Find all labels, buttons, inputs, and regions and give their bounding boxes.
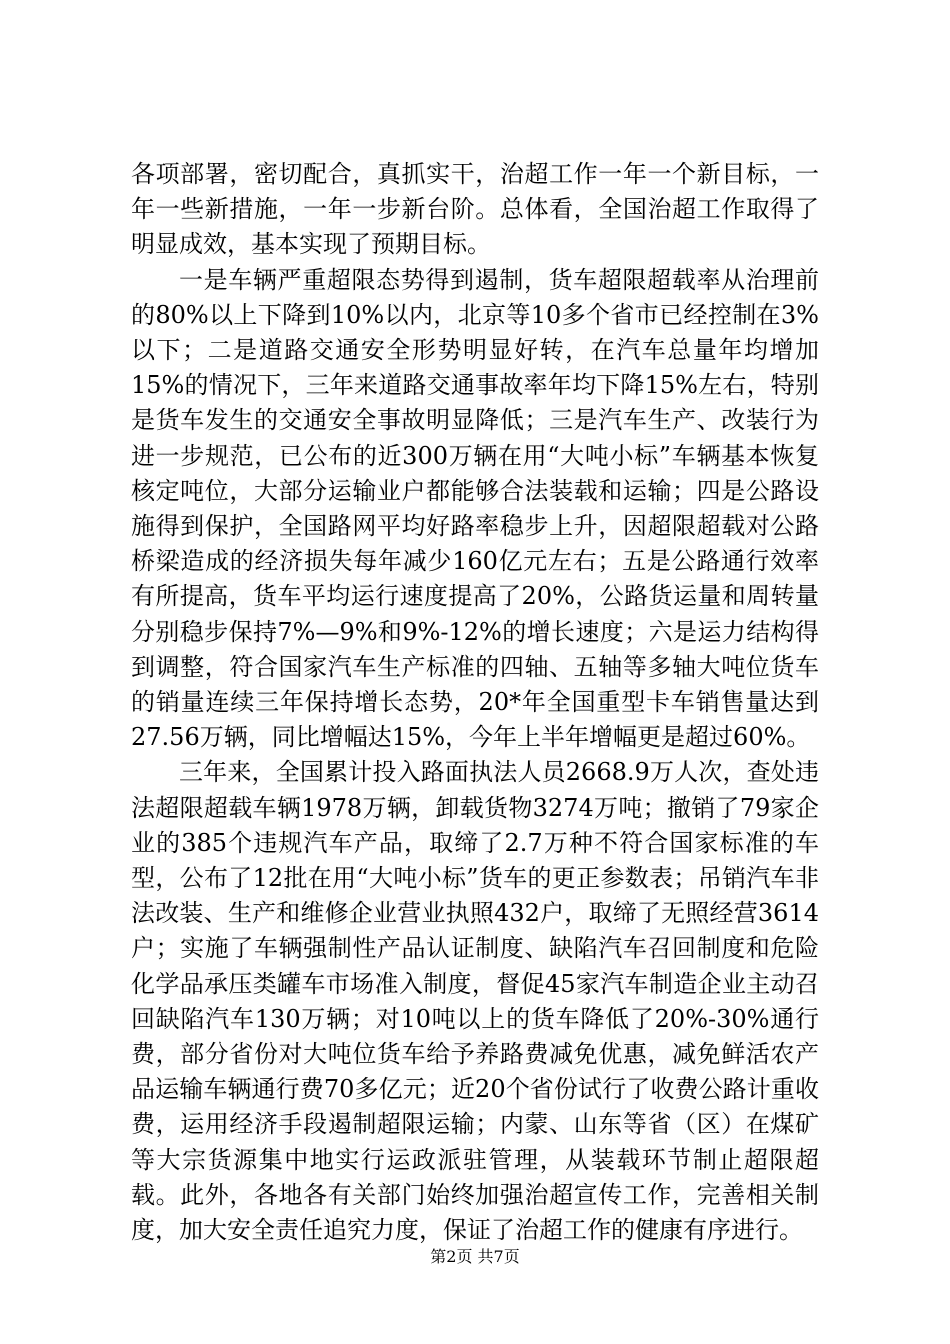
page-number-footer: 第2页 共7页 [430, 1247, 520, 1266]
document-body [131, 157, 819, 1248]
paragraph-achievements: 一是车辆严重超限态势得到遏制，货车超限超载率从治理前的80%以上下降到10%以内，北京等10多个省市已经控制在3%以下；二是道路交通安全形势明显好转，在汽车总量年均增加15%的情况下，三年来道路交通事故率年均下降15%左右，特别是货车发生的交通安全事故明显降低；三是汽车生产、改装行为进一步规范，已公布的近300万辆在用“大吨小标”车辆基本恢复核定吨位，大部分运输业户都能够合法装载和运输；四是公路设施得到保护，全国路网平均好路率稳步上升，因超限超载对公路桥梁造成的经济损失每年减少160亿元左右；五是公路通行效率有所提高，货车平均运行速度提高了20%，公路货运量和周转量分别稳步保持7%—9%和9%-12%的增长速度；六是运力结构得到调整，符合国家汽车生产标准的四轴、五轴等多轴大吨位货车的销量连续三年保持增长态势，20*年全国重型卡车销售量达到27.56万辆，同比增幅达15%，今年上半年增幅更是超过60%。 [131, 265, 819, 752]
paragraph-continuation: 各项部署，密切配合，真抓实干，治超工作一年一个新目标，一年一些新措施，一年一步新台阶。总体看，全国治超工作取得了明显成效，基本实现了预期目标。 [131, 160, 819, 259]
paragraph-enforcement: 三年来，全国累计投入路面执法人员2668.9万人次，查处违法超限超载车辆1978万辆，卸载货物3274万吨；撤销了79家企业的385个违规汽车产品，取缔了2.7万种不符合国家标准的车型，公布了12批在用“大吨小标”货车的更正参数表；吊销汽车非法改装、生产和维修企业营业执照432户，取缔了无照经营3614户；实施了车辆强制性产品认证制度、缺陷汽车召回制度和危险化学品承压类罐车市场准入制度，督促45家汽车制造企业主动召回缺陷汽车130万辆；对10吨以上的货车降低了20%-30%通行费，部分省份对大吨位货车给予养路费减免优惠，减免鲜活农产品运输车辆通行费70多亿元；近20个省份试行了收费公路计重收费，运用经济手段遏制超限运输；内蒙、山东等省（区）在煤矿等大宗货源集中地实行运政派驻管理，从装载环节制止超限超载。此外，各地各有关部门始终加强治超宣传工作，完善相关制度，加大安全责任追究力度，保证了治超工作的健康有序进行。 [131, 758, 819, 1245]
